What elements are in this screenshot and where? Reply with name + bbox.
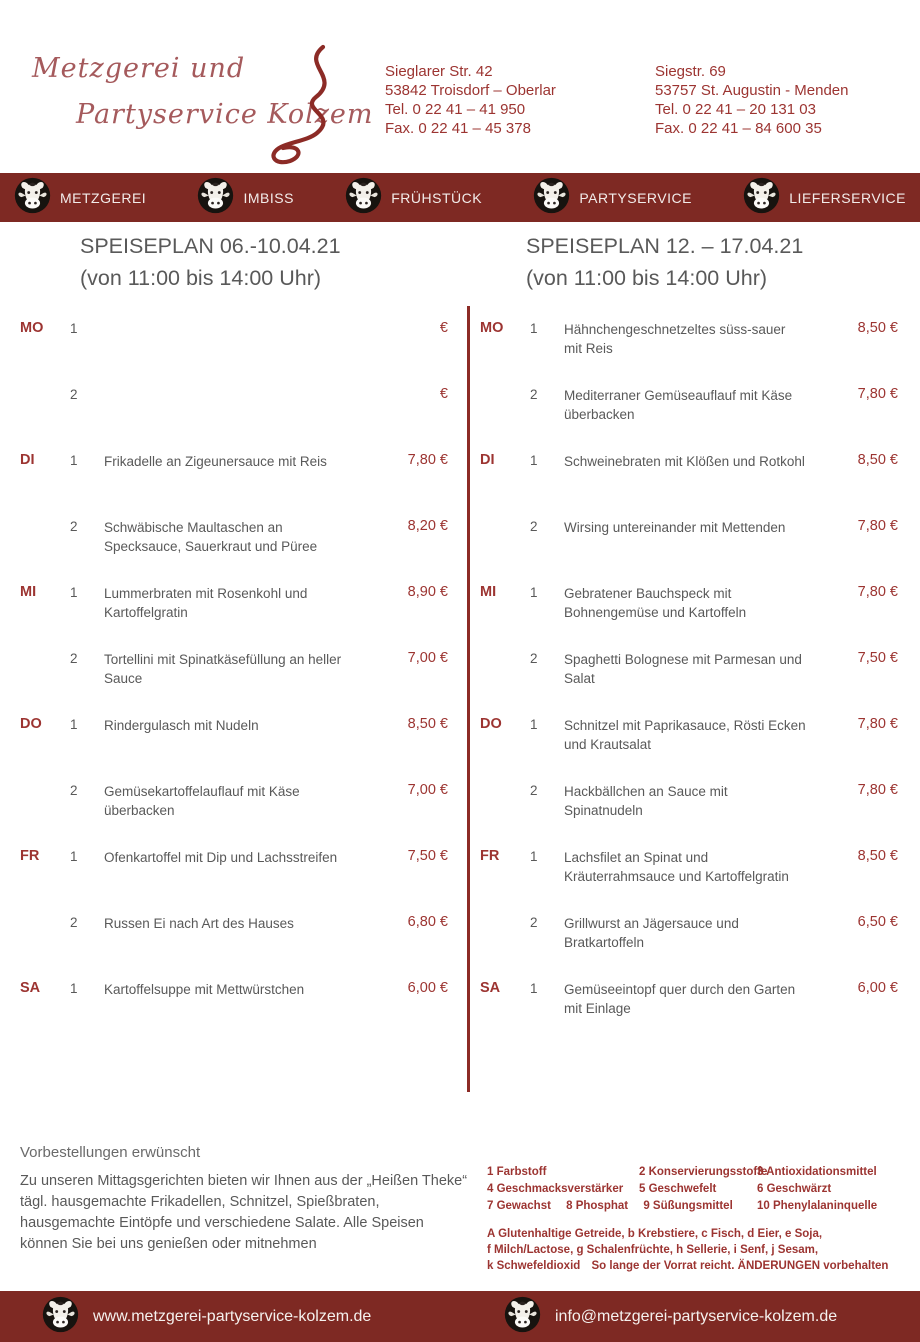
dish-name: Lummerbraten mit Rosenkohl und Kartoffelgratin [104,586,308,620]
day-label: SA [20,980,41,996]
website-link[interactable] [0,1296,458,1338]
dish-price: 7,80 € [857,716,898,732]
dish-number: 1 [70,453,78,468]
dish-number: 1 [70,321,78,336]
address-troisdorf [385,62,655,138]
menu-row [0,650,468,716]
nav-item[interactable] [345,177,482,219]
menu-section [0,222,920,1140]
dish-number: 1 [530,849,538,864]
address-street: Sieglarer Str. 42 [385,63,493,80]
menu-row [468,716,920,782]
day-label: DI [20,452,35,468]
dish-number: 1 [530,585,538,600]
menu-title-text: SPEISEPLAN 06.-10.04.21 [80,234,341,258]
day-label: DO [480,716,502,732]
dish-price: 7,00 € [407,782,448,798]
menu-row [468,320,920,386]
address-fax: Fax. 0 22 41 – 84 600 35 [655,120,822,137]
menu-row [468,980,920,1046]
column-divider [467,306,470,1092]
main-navbar [0,173,920,222]
menu-subtitle-text: (von 11:00 bis 14:00 Uhr) [80,266,322,290]
allergens-legend [487,1226,911,1274]
bull-head-icon [533,177,570,214]
menu-row [0,848,468,914]
dish-number: 1 [530,321,538,336]
dish-name: Schwäbische Maultaschen an Specksauce, Sauerkraut und Püree [104,520,318,554]
dish-number: 1 [530,453,538,468]
stock-change-note: So lange der Vorrat reicht. ÄNDERUNGEN vorbehalten [591,1260,889,1272]
additive-item: 8 Phosphat [566,1200,629,1212]
dish-name: Gemüsekartoffelauflauf mit Käse überbacken [104,784,300,818]
dish-number: 2 [70,519,78,534]
day-label: FR [480,848,500,864]
store-addresses [385,62,920,138]
dish-price: 6,00 € [407,980,448,996]
dish-name: Rindergulasch mit Nudeln [104,718,259,733]
dish-price: 7,80 € [857,584,898,600]
dish-price: 8,50 € [857,452,898,468]
menu-row [468,584,920,650]
dish-price: 7,50 € [857,650,898,666]
menu-row [0,584,468,650]
dish-number: 2 [70,651,78,666]
dish-price: 7,80 € [407,452,448,468]
dish-price: 6,80 € [407,914,448,930]
additives-row-1 [487,1164,911,1181]
email-address: info@metzgerei-partyservice-kolzem.de [555,1307,838,1325]
allergens-line2: f Milch/Lactose, g Schalenfrüchte, h Sellerie, i Senf, j Sesam, [487,1244,819,1256]
logo-line2: Partyservice Kolzem [76,99,374,130]
dish-number: 2 [530,519,538,534]
preorder-heading: Vorbestellungen erwünscht [20,1144,201,1161]
additives-row-3 [487,1198,911,1215]
bottom-section [0,1140,920,1291]
address-city: 53757 St. Augustin - Menden [655,82,849,99]
dish-number: 2 [530,783,538,798]
additive-item: 5 Geschwefelt [639,1183,717,1195]
dish-price: 7,80 € [857,518,898,534]
dish-name: Frikadelle an Zigeunersauce mit Reis [104,454,327,469]
dish-name: Wirsing untereinander mit Mettenden [564,520,786,535]
nav-item-label: IMBISS [243,189,294,206]
nav-item[interactable] [14,177,146,219]
menu-row [468,848,920,914]
bull-icon-slot [504,1296,541,1338]
dish-price: 8,50 € [857,320,898,336]
dish-name: Lachsfilet an Spinat und Kräuterrahmsauce und Kartoffelgratin [564,850,789,884]
website-url: www.metzgerei-partyservice-kolzem.de [93,1307,372,1325]
nav-item[interactable] [197,177,293,219]
bull-icon-slot [345,177,382,219]
dish-name: Schweinebraten mit Klößen und Rotkohl [564,454,805,469]
dish-price: 7,00 € [407,650,448,666]
dish-name: Gemüseeintopf quer durch den Garten mit Einlage [564,982,796,1016]
dish-number: 2 [70,783,78,798]
dish-number: 1 [70,849,78,864]
additives-legend [487,1164,911,1274]
menu-row [468,782,920,848]
address-st-augustin [655,62,920,138]
nav-item-label: LIEFERSERVICE [789,189,906,206]
dish-name: Gebratener Bauchspeck mit Bohnengemüse und Kartoffeln [564,586,747,620]
dish-number: 2 [530,915,538,930]
day-label: DI [480,452,495,468]
address-city: 53842 Troisdorf – Oberlar [385,82,556,99]
menu-week-1 [0,222,468,1140]
dish-number: 1 [70,981,78,996]
logo-swirl-flourish-icon [243,44,355,166]
menu-row [0,716,468,782]
bull-head-icon [743,177,780,214]
dish-name: Ofenkartoffel mit Dip und Lachsstreifen [104,850,338,865]
address-fax: Fax. 0 22 41 – 45 378 [385,120,531,137]
menu-row [468,914,920,980]
day-label: SA [480,980,501,996]
nav-item-label: FRÜHSTÜCK [391,189,483,206]
address-street: Siegstr. 69 [655,63,726,80]
menu-row [0,914,468,980]
preorder-info [20,1144,470,1255]
bull-icon-slot [42,1296,79,1338]
dish-name: Hähnchengeschnetzeltes süss-sauer mit Reis [564,322,786,356]
day-label: DO [20,716,42,732]
additive-item: 7 Gewachst [487,1200,551,1212]
address-tel: Tel. 0 22 41 – 41 950 [385,101,526,118]
dish-number: 2 [70,915,78,930]
additives-row-2 [487,1181,911,1198]
dish-name: Kartoffelsuppe mit Mettwürstchen [104,982,305,997]
nav-item-label: PARTYSERVICE [579,189,692,206]
menu-rows-week2 [468,320,920,1046]
additive-item: 9 Süßungsmittel [643,1200,733,1212]
menu-row [0,518,468,584]
additive-item: 4 Geschmacksverstärker [487,1183,624,1195]
additive-item: 6 Geschwärzt [757,1183,832,1195]
day-label: MO [20,320,44,336]
page-header [0,0,920,173]
dish-name: Tortellini mit Spinatkäsefüllung an heller Sauce [104,652,342,686]
bull-head-icon [42,1296,79,1333]
dish-number: 1 [530,717,538,732]
menu-row [468,518,920,584]
day-label: MI [480,584,497,600]
address-tel: Tel. 0 22 41 – 20 131 03 [655,101,816,118]
menu-row [0,320,468,386]
dish-price: 8,90 € [407,584,448,600]
menu-title-text: SPEISEPLAN 12. – 17.04.21 [526,234,804,258]
dish-price: € [439,386,448,402]
dish-price: 8,20 € [407,518,448,534]
page-footer [0,1291,920,1342]
dish-name: Russen Ei nach Art des Hauses [104,916,294,931]
email-link[interactable] [458,1296,920,1338]
dish-price: 6,50 € [857,914,898,930]
menu-row [468,650,920,716]
menu-row [0,452,468,518]
allergens-line1: A Glutenhaltige Getreide, b Krebstiere, c Fisch, d Eier, e Soja, [487,1228,823,1240]
allergens-line3-prefix: k Schwefeldioxid [487,1260,581,1272]
dish-number: 1 [530,981,538,996]
day-label: FR [20,848,40,864]
dish-name: Mediterraner Gemüseauflauf mit Käse überbacken [564,388,793,422]
day-label: MI [20,584,37,600]
dish-number: 1 [70,585,78,600]
menu-subtitle-text: (von 11:00 bis 14:00 Uhr) [526,266,768,290]
dish-price: 7,80 € [857,386,898,402]
dish-number: 2 [530,387,538,402]
dish-number: 2 [70,387,78,402]
menu-rows-week1 [0,320,468,1046]
bull-head-icon [504,1296,541,1333]
dish-name: Grillwurst an Jägersauce und Bratkartoffeln [564,916,739,950]
dish-price: 8,50 € [857,848,898,864]
menu-row [0,386,468,452]
dish-price: 6,00 € [857,980,898,996]
nav-item[interactable] [743,177,906,219]
menu-title-week2 [468,230,920,294]
dish-number: 1 [70,717,78,732]
bull-icon-slot [533,177,570,219]
dish-name: Schnitzel mit Paprikasauce, Rösti Ecken und Krautsalat [564,718,806,752]
menu-title-week1 [0,230,468,294]
nav-item-label: METZGEREI [60,189,147,206]
logo-line1: Metzgerei und [32,53,246,84]
additive-item-group [487,1198,757,1215]
menu-row [468,452,920,518]
menu-row [468,386,920,452]
dish-price: 7,50 € [407,848,448,864]
bull-icon-slot [14,177,51,219]
bull-head-icon [14,177,51,214]
dish-price: 7,80 € [857,782,898,798]
dish-price: 8,50 € [407,716,448,732]
menu-row [0,782,468,848]
day-label: MO [480,320,504,336]
bull-head-icon [345,177,382,214]
additive-item: 10 Phenylalaninquelle [757,1200,878,1212]
nav-item[interactable] [533,177,692,219]
dish-name: Spaghetti Bolognese mit Parmesan und Salat [564,652,802,686]
additive-item: 3 Antioxidationsmittel [757,1166,877,1178]
bull-icon-slot [197,177,234,219]
preorder-body: Zu unseren Mittagsgerichten bieten wir Ihnen aus der „Heißen Theke“ tägl. hausgemachte Frikadellen, Schnitzel, Spießbraten, hausgemachte Eintöpfe und verschiedene Salate. Alle Speisen können Sie bei uns genießen oder mitnehmen [20,1173,468,1252]
additive-item: 2 Konservierungsstoffe [639,1166,768,1178]
dish-number: 2 [530,651,538,666]
allergens-line3 [487,1258,911,1274]
dish-name: Hackbällchen an Sauce mit Spinatnudeln [564,784,728,818]
menu-week-2 [468,222,920,1140]
additive-item: 1 Farbstoff [487,1166,547,1178]
dish-price: € [439,320,448,336]
bull-icon-slot [743,177,780,219]
bull-head-icon [197,177,234,214]
menu-row [0,980,468,1046]
